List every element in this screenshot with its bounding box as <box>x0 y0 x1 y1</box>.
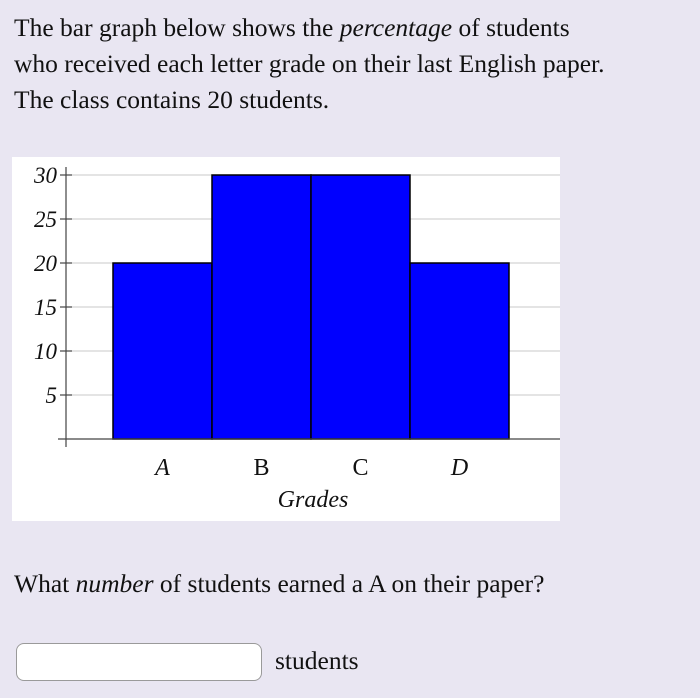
emphasis-number: number <box>75 569 154 598</box>
x-tick-label: A <box>155 455 170 481</box>
x-tick-label: B <box>253 455 270 481</box>
y-tick-label: 30 <box>34 163 57 188</box>
y-tick-label: 15 <box>34 295 57 320</box>
x-tick-label: D <box>450 455 469 481</box>
bar-c <box>311 175 410 439</box>
question-prompt: What number of students earned a A on their paper? <box>14 569 545 598</box>
y-tick-label: 5 <box>45 383 57 408</box>
bar-d <box>410 263 509 439</box>
x-axis-title: Grades <box>277 487 349 513</box>
question-intro <box>14 10 694 118</box>
bar-chart <box>12 157 560 521</box>
intro-line-2: who received each letter grade on their last English paper. <box>14 49 605 78</box>
answer-unit-label: students <box>275 646 359 675</box>
bar-b <box>212 175 311 439</box>
bar-a <box>113 263 212 439</box>
x-tick-label: C <box>352 455 369 481</box>
y-tick-label: 20 <box>34 251 57 276</box>
answer-input[interactable] <box>16 643 262 681</box>
intro-line-3: The class contains 20 students. <box>14 85 330 114</box>
y-tick-label: 25 <box>34 207 57 232</box>
bar-chart-svg <box>12 157 560 521</box>
intro-line-1: The bar graph below shows the percentage of students <box>14 13 570 42</box>
emphasis-percentage: percentage <box>339 13 453 42</box>
y-tick-label: 10 <box>34 339 57 364</box>
